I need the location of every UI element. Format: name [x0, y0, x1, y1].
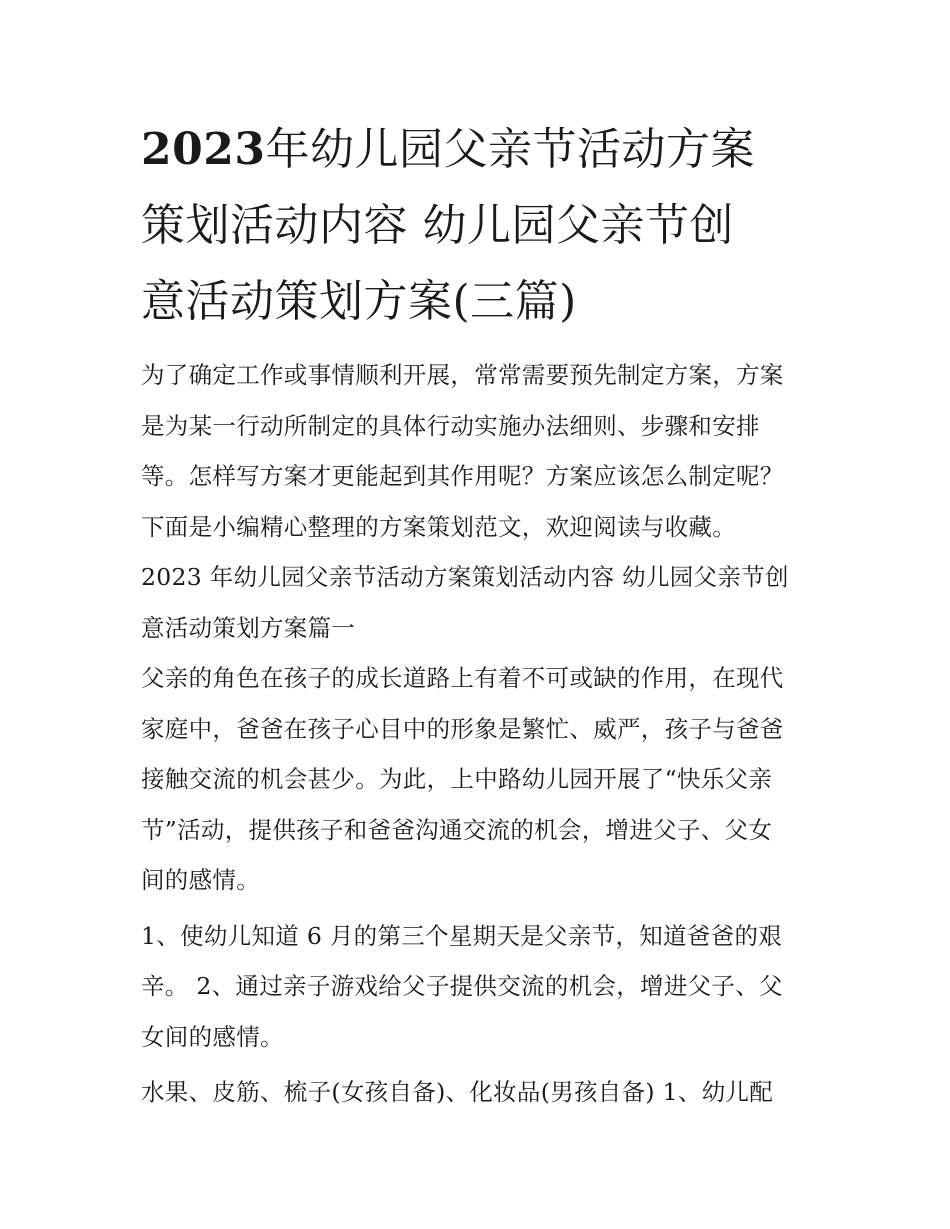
title-year: 2023	[141, 124, 266, 175]
text-line: 间的感情。	[141, 866, 260, 894]
title-line-2: 策划活动内容 幼儿园父亲节创	[141, 200, 734, 251]
text-line: 节”活动，提供孩子和爸爸沟通交流的机会，增进父子、父女	[141, 815, 773, 844]
text-line: 接触交流的机会甚少。为此，上中路幼儿园开展了“快乐父亲	[141, 765, 773, 793]
paragraph-goals	[141, 911, 817, 1063]
text-line: 父亲的角色在孩子的成长道路上有着不可或缺的作用，在现代	[141, 664, 784, 692]
document-title	[141, 112, 817, 340]
text-line: 是为某一行动所制定的具体行动实施办法细则、步骤和安排	[141, 411, 760, 440]
paragraph-section-heading	[141, 552, 817, 653]
paragraph-intro	[141, 350, 817, 552]
text-line: 1、使幼儿知道 6 月的第三个星期天是父亲节，知道爸爸的艰	[141, 921, 783, 950]
text-line: 家庭中，爸爸在孩子心目中的形象是繁忙、威严，孩子与爸爸	[141, 714, 784, 743]
text-line: 水果、皮筋、梳子(女孩自备)、化妆品(男孩自备) 1、幼儿配	[141, 1078, 774, 1106]
text-line: 为了确定工作或事情顺利开展，常常需要预先制定方案，方案	[141, 361, 784, 389]
paragraph-materials	[141, 1067, 817, 1118]
title-line-1-text: 年幼儿园父亲节活动方案	[265, 124, 755, 175]
text-line: 意活动策划方案篇一	[141, 613, 356, 642]
text-line: 下面是小编精心整理的方案策划范文，欢迎阅读与收藏。	[141, 512, 736, 541]
title-line-3: 意活动策划方案(三篇)	[141, 276, 577, 327]
paragraph-background	[141, 653, 817, 906]
text-line: 等。怎样写方案才更能起到其作用呢？方案应该怎么制定呢？	[141, 462, 784, 490]
text-line: 2023 年幼儿园父亲节活动方案策划活动内容 幼儿园父亲节创	[141, 563, 789, 591]
text-line: 辛。 2、通过亲子游戏给父子提供交流的机会，增进父子、父	[141, 972, 783, 1000]
text-line: 女间的感情。	[141, 1022, 284, 1051]
document-body	[141, 350, 817, 1118]
document-page	[141, 112, 817, 1118]
title-line-1	[141, 112, 817, 188]
